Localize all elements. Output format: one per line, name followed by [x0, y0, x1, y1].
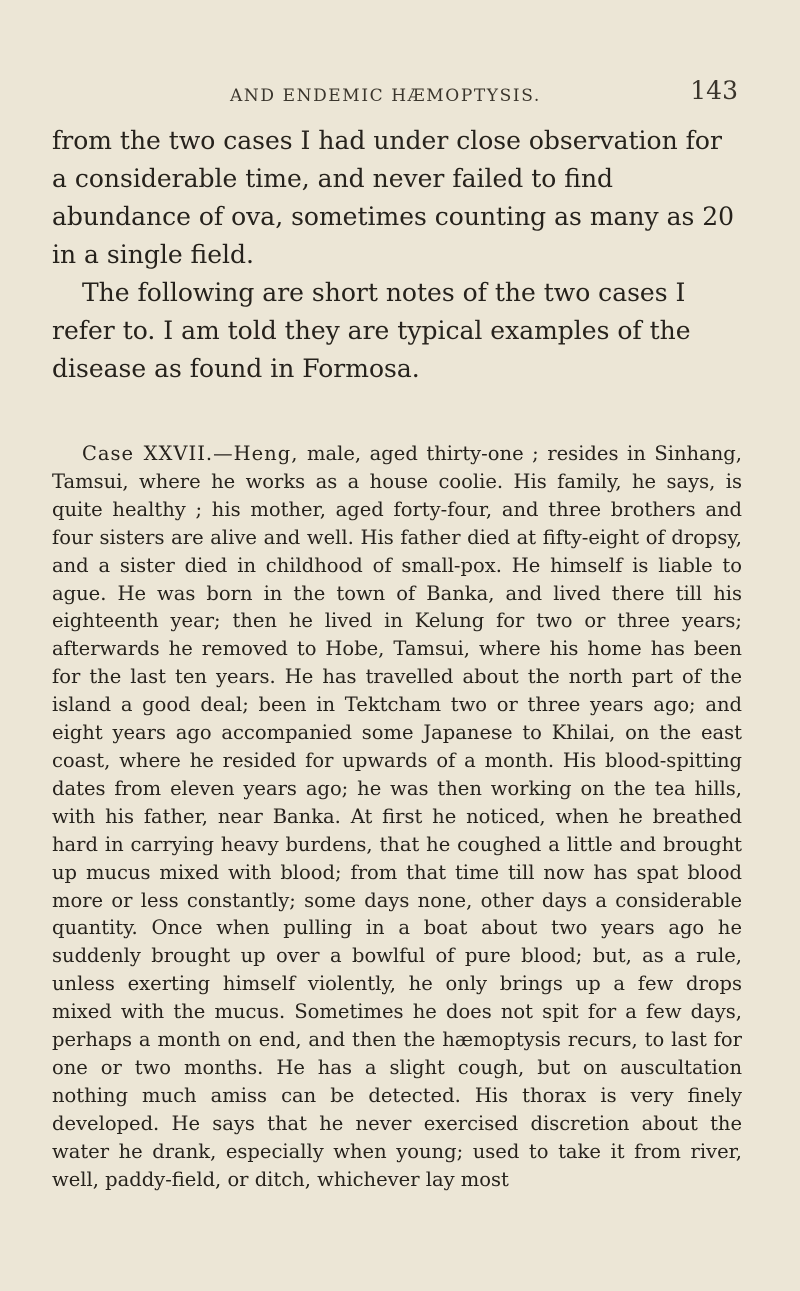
case-label: Case XXVII.	[82, 442, 214, 465]
intro-paragraph-2: The following are short notes of the two cases I refer to. I am told they are typical examples of the disease as found in Formosa.	[52, 278, 691, 383]
case-text: male, aged thirty-one ; resides in Sinhang, Tamsui, where he works as a house coolie. His family, he says, is quite healthy ; his mother, aged forty-four, and three brothers and four sisters are alive and well. His father died at fifty-eight of dropsy, and a sister died in childhood of small-pox. He himself is liable to ague. He was born in the town of Banka, and lived there till his eighteenth year; then he lived in Kelung for two or three years; afterwards he removed to Hobe, Tamsui, where his home has been for the last ten years. He has travelled about the north part of the island a good deal; been in Tektcham two or three years ago; and eight years ago accompanied some Japanese to Khilai, on the east coast, where he resided for upwards of a month. His blood-spitting dates from eleven years ago; he was then working on the tea hills, with his father, near Banka. At first he noticed, when he breathed hard in carrying heavy burdens, that he coughed a little and brought up mucus mixed with blood; from that time till now has spat blood more or less constantly; some days none, other days a considerable quantity. Once when pulling in a boat about two years ago he suddenly brought up over a bowlful of pure blood; but, as a rule, unless exerting himself violently, he only brings up a few drops mixed with the mucus. Sometimes he does not spit for a few days, perhaps a month on end, and then the hæmoptysis recurs, to last for one or two months. He has a slight cough, but on auscultation nothing much amiss can be detected. His thorax is very finely developed. He says that he never exercised discretion about the water he drank, especially when young; used to take it from river, well, paddy-field, or ditch, whichever lay most	[52, 442, 742, 1191]
patient-name: —Heng,	[213, 442, 299, 465]
intro-section	[52, 122, 742, 388]
intro-paragraph: from the two cases I had under close observation for a considerable time, and never failed to find abundance of ova, sometimes counting as many as 20 in a single field.	[52, 126, 735, 269]
case-paragraph	[52, 440, 742, 1193]
page-number: 143	[690, 76, 738, 105]
book-page	[52, 0, 742, 1291]
running-head: AND ENDEMIC HÆMOPTYSIS.	[230, 86, 541, 106]
